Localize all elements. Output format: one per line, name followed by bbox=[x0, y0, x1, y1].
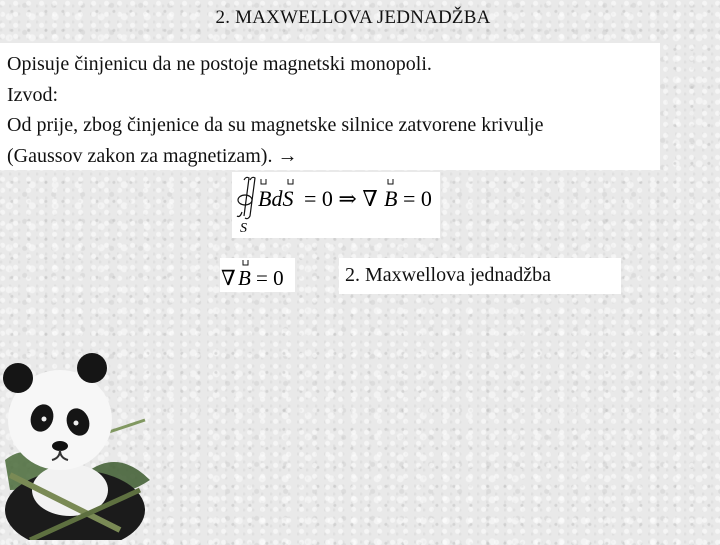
implication: = 0 ⇒ ∇ bbox=[304, 186, 378, 211]
text-line-gauss-law: (Gaussov zakon za magnetizam). → bbox=[7, 144, 298, 167]
integral-subscript: S bbox=[240, 221, 247, 236]
field-vector: B bbox=[238, 266, 251, 290]
equation-tail: = 0 bbox=[403, 186, 432, 211]
surface-integral-icon bbox=[237, 177, 255, 218]
equation-tail: = 0 bbox=[256, 266, 284, 290]
integrand: BdS bbox=[258, 186, 294, 211]
field-vector: B bbox=[384, 186, 398, 211]
panda-image bbox=[0, 340, 160, 540]
divergence-equation bbox=[220, 258, 295, 292]
slide-title: 2. MAXWELLOVA JEDNADŽBA bbox=[215, 7, 491, 28]
nabla: ∇ bbox=[221, 266, 236, 290]
text-line-field-lines: Od prije, zbog činjenice da su magnetske silnice zatvorene krivulje bbox=[7, 114, 544, 136]
gauss-law-equation bbox=[232, 172, 440, 238]
text-box bbox=[0, 43, 660, 170]
equation-label: 2. Maxwellova jednadžba bbox=[339, 258, 621, 294]
text-line-derivation-heading: Izvod: bbox=[7, 83, 59, 106]
text-line-description: Opisuje činjenicu da ne postoje magnetski monopoli. bbox=[7, 53, 432, 75]
vector-mark-icon bbox=[243, 260, 248, 265]
vector-mark-icon bbox=[261, 179, 393, 184]
